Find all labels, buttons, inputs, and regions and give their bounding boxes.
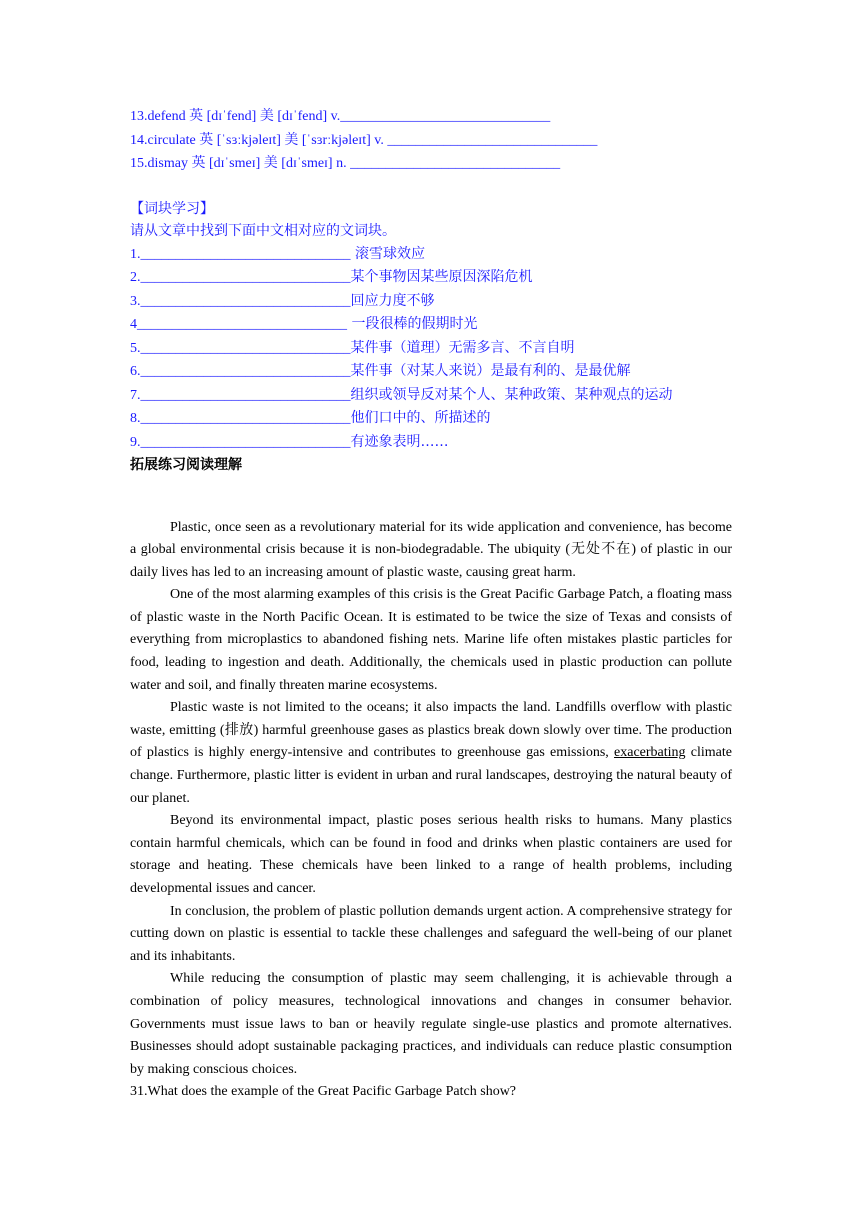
- chunk-item-9: [130, 431, 732, 455]
- uk-phonetic: [ˈsɜːkjəleɪt]: [216, 132, 281, 148]
- answer-blank[interactable]: ______________________________: [140, 270, 351, 285]
- reading-section-title: 拓展练习阅读理解: [130, 457, 242, 473]
- uk-label: 英: [191, 155, 206, 171]
- paragraph-6: While reducing the consumption of plastic may seem challenging, it is achievable through a combination of policy measures, technological innovations and changes in consumer behavior. Governments must issue laws to ban or heavily regulate single-use plastics and promote alternatives. Businesses should adopt sustainable packaging practices, and individuals can reduce plastic consumption by making conscious choices.: [130, 971, 732, 1077]
- underlined-word: exacerbating: [614, 745, 686, 761]
- us-phonetic: [dɪˈsmeɪ]: [281, 156, 333, 171]
- uk-phonetic: [dɪˈsmeɪ]: [208, 156, 261, 171]
- paragraph-5: In conclusion, the problem of plastic pollution demands urgent action. A comprehensive strategy for cutting down on plastic is essential to tackle these challenges and safeguard the well-being of our planet and its inhabitants.: [130, 903, 732, 964]
- answer-blank[interactable]: ______________________________: [340, 109, 551, 124]
- chunk-item-3: [130, 290, 732, 314]
- vocab-number: 15.: [130, 156, 148, 171]
- vocab-word: circulate: [147, 132, 196, 148]
- item-meaning: 某个事物因某些原因深陷危机: [350, 269, 533, 285]
- answer-blank[interactable]: ______________________________: [350, 156, 561, 171]
- chunk-item-6: [130, 360, 732, 384]
- item-number: 6.: [130, 364, 141, 379]
- item-number: 7.: [130, 387, 141, 403]
- uk-label: 英: [189, 108, 204, 124]
- answer-blank[interactable]: ______________________________: [140, 246, 351, 262]
- reading-passage: [130, 517, 732, 1104]
- vocab-word: dismay: [147, 156, 188, 171]
- vocab-number: 14.: [130, 132, 148, 148]
- item-meaning: 某件事（道理）无需多言、不言自明: [350, 339, 575, 356]
- chunk-section-title: 【词块学习】: [130, 200, 214, 217]
- question-31: 31.What does the example of the Great Pacific Garbage Patch show?: [130, 1084, 517, 1100]
- chunk-section-instruction: 请从文章中找到下面中文相对应的文词块。: [130, 223, 396, 239]
- part-of-speech: v.: [374, 132, 384, 148]
- paragraph-1: Plastic, once seen as a revolutionary material for its wide application and convenience, has become a global environmental crisis because it is non-biodegradable. The ubiquity (无处不在) of plastic in our daily lives has led to an increasing amount of plastic waste, causing great harm.: [130, 519, 732, 580]
- us-label: 美: [284, 131, 299, 148]
- item-number: 3.: [130, 293, 141, 309]
- item-meaning: 组织或领导反对某个人、某种政策、某种观点的运动: [350, 386, 673, 403]
- document-page: [130, 105, 732, 1104]
- us-label: 美: [259, 108, 274, 124]
- answer-blank[interactable]: ______________________________: [140, 387, 351, 403]
- answer-blank[interactable]: ______________________________: [387, 132, 598, 148]
- chunk-item-4: [130, 313, 732, 337]
- item-number: 2.: [130, 270, 141, 285]
- item-number: 5.: [130, 340, 141, 356]
- item-meaning: 回应力度不够: [350, 292, 435, 309]
- chunk-item-7: [130, 384, 732, 408]
- answer-blank[interactable]: ______________________________: [137, 317, 347, 332]
- part-of-speech: v.: [330, 109, 341, 124]
- vocab-item-13: [130, 105, 732, 129]
- part-of-speech: n.: [336, 156, 347, 171]
- chunk-item-8: [130, 407, 732, 431]
- item-number: 9.: [130, 434, 141, 450]
- vocab-number: 13.: [130, 109, 148, 124]
- paragraph-3-part-b: climate change. Furthermore, plastic litter is evident in urban and rural landscapes, destroying the natural beauty of our planet.: [130, 745, 732, 806]
- us-phonetic: [dɪˈfend]: [277, 109, 328, 124]
- paragraph-3-part-a: Plastic waste is not limited to the oceans; it also impacts the land. Landfills overflow with plastic waste, emitting (排放) harmful greenhouse gases as plastics break down slowly over time. The production of plastics is highly energy-intensive and contributes to greenhouse gas emissions,: [130, 700, 732, 761]
- item-number: 4: [130, 317, 137, 332]
- item-meaning: 某件事（对某人来说）是最有利的、是最优解: [350, 363, 631, 379]
- paragraph-4: Beyond its environmental impact, plastic poses serious health risks to humans. Many plastics contain harmful chemicals, which can be found in food and drinks when plastic containers are used for storage and heating. These chemicals have been linked to a range of health problems, including developmental issues and cancer.: [130, 813, 732, 896]
- chunk-item-1: [130, 243, 732, 267]
- answer-blank[interactable]: ______________________________: [140, 340, 351, 356]
- vocab-item-15: [130, 152, 732, 176]
- chunk-item-2: [130, 266, 732, 290]
- vocab-word: defend: [147, 109, 186, 124]
- answer-blank[interactable]: ______________________________: [140, 293, 351, 309]
- uk-label: 英: [199, 131, 214, 148]
- paragraph-2: One of the most alarming examples of this crisis is the Great Pacific Garbage Patch, a floating mass of plastic waste in the North Pacific Ocean. It is estimated to be twice the size of Texas and consists of everything from microplastics to abandoned fishing nets. Marine life often mistakes plastic particles for food, leading to ingestion and death. Additionally, the chemicals used in plastic production can pollute water and soil, and finally threaten marine ecosystems.: [130, 587, 732, 693]
- paragraph-3: [130, 697, 732, 810]
- item-meaning: 他们口中的、所描述的: [350, 410, 491, 426]
- answer-blank[interactable]: ______________________________: [140, 411, 351, 426]
- chunk-item-5: [130, 337, 732, 361]
- us-phonetic: [ˈsɜrːkjəleɪt]: [301, 132, 371, 148]
- item-meaning: 滚雪球效应: [350, 245, 425, 262]
- item-meaning: 有迹象表明……: [350, 433, 449, 450]
- uk-phonetic: [dɪˈfend]: [206, 109, 257, 124]
- vocab-item-14: [130, 129, 732, 153]
- answer-blank[interactable]: ______________________________: [140, 364, 351, 379]
- item-number: 1.: [130, 246, 141, 262]
- answer-blank[interactable]: ______________________________: [140, 434, 351, 450]
- item-meaning: 一段很棒的假期时光: [347, 316, 478, 332]
- item-number: 8.: [130, 411, 141, 426]
- us-label: 美: [263, 155, 278, 171]
